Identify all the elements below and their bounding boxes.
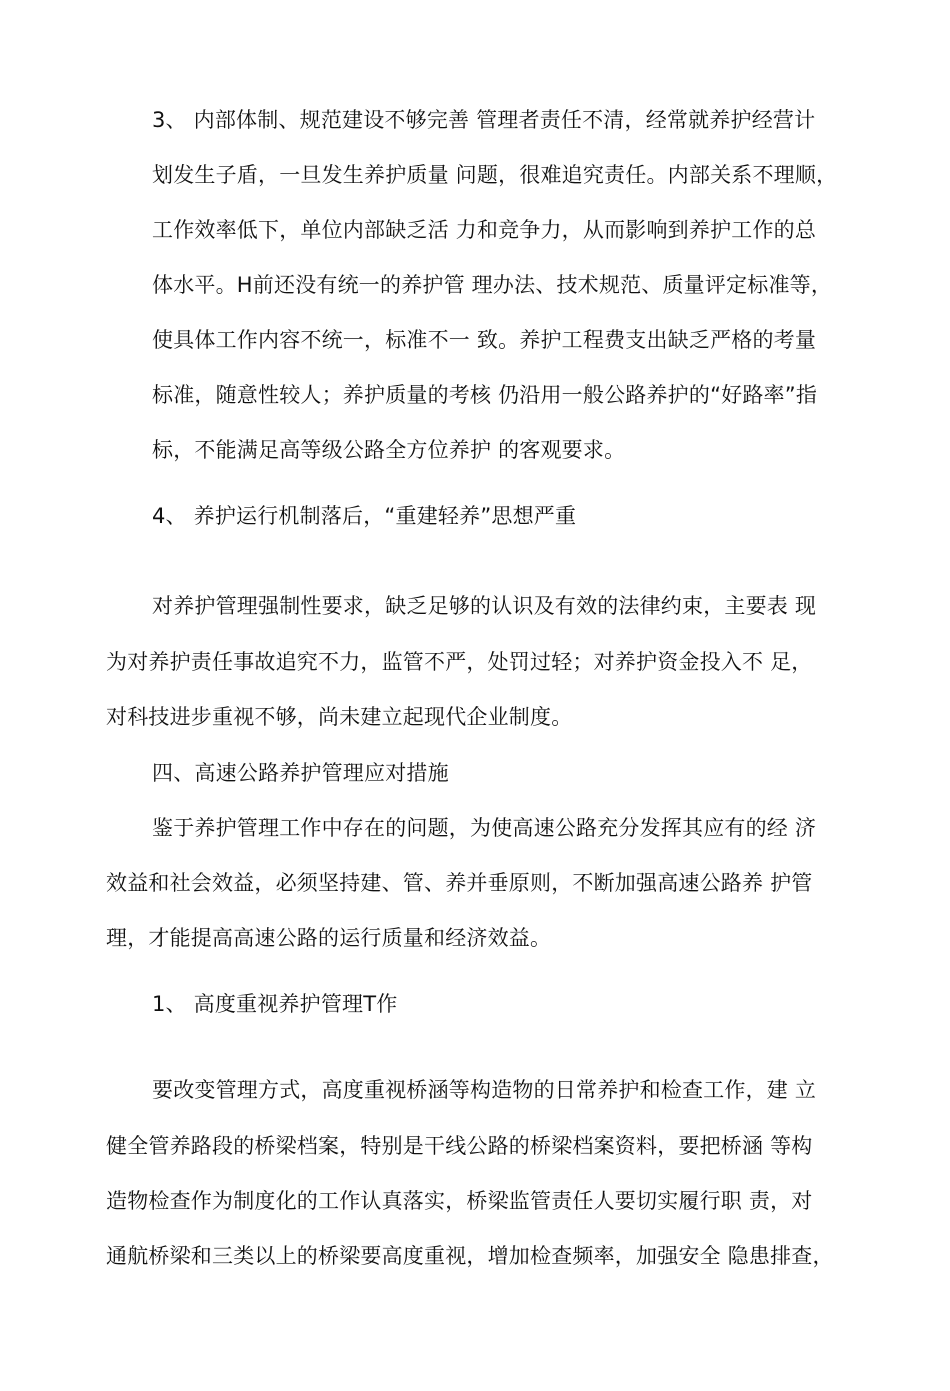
text-line: 要改变管理方式，高度重视桥涵等构造物的日常养护和检查工作，建 立 (152, 1078, 817, 1102)
text-line: 对养护管理强制性要求，缺乏足够的认识及有效的法律约束，主要表 现 (152, 594, 817, 618)
text-line: 标，不能满足高等级公路全方位养护 的客观要求。 (152, 438, 626, 462)
text-line: 为对养护责任事故追究不力，监管不严，处罚过轻；对养护资金投入不 足， (106, 650, 813, 674)
text-line: 工作效率低下，单位内部缺乏活 力和竞争力，从而影响到养护工作的总 (152, 218, 817, 242)
text-line: 使具体工作内容不统一，标准不一 致。养护工程费支出缺乏严格的考量 (152, 328, 817, 352)
text-line: 体水平。H前还没有统一的养护管 理办法、技术规范、质量评定标准等， (152, 273, 833, 297)
text-line: 对科技进步重视不够，尚未建立起现代企业制度。 (106, 705, 573, 729)
text-line: 鉴于养护管理工作中存在的问题，为使高速公路充分发挥其应有的经 济 (152, 816, 817, 840)
text-line: 造物检查作为制度化的工作认真落实，桥梁监管责任人要切实履行职 责，对 (106, 1189, 813, 1213)
text-line: 健全管养路段的桥梁档案，特别是干线公路的桥梁档案资料，要把桥涵 等构 (106, 1134, 813, 1158)
section-heading: 1、 高度重视养护管理T作 (152, 992, 398, 1016)
text-line: 效益和社会效益，必须坚持建、管、养并垂原则，不断加强高速公路养 护管 (106, 871, 813, 895)
text-line: 划发生子盾，一旦发生养护质量 问题，很难追究责任。内部关系不理顺， (152, 163, 838, 187)
text-line: 3、 内部体制、规范建设不够完善 管理者责任不清，经常就养护经营计 (152, 108, 816, 132)
text-line: 通航桥梁和三类以上的桥梁要高度重视，增加检查频率，加强安全 隐患排查， (106, 1244, 834, 1268)
section-heading: 四、高速公路养护管理应对措施 (152, 761, 449, 785)
text-line: 标准，随意性较人；养护质量的考核 仍沿用一般公路养护的“好路率”指 (152, 383, 818, 407)
text-line: 理，才能提高高速公路的运行质量和经济效益。 (106, 926, 552, 950)
section-heading: 4、 养护运行机制落后，“重建轻养”思想严重 (152, 504, 577, 528)
